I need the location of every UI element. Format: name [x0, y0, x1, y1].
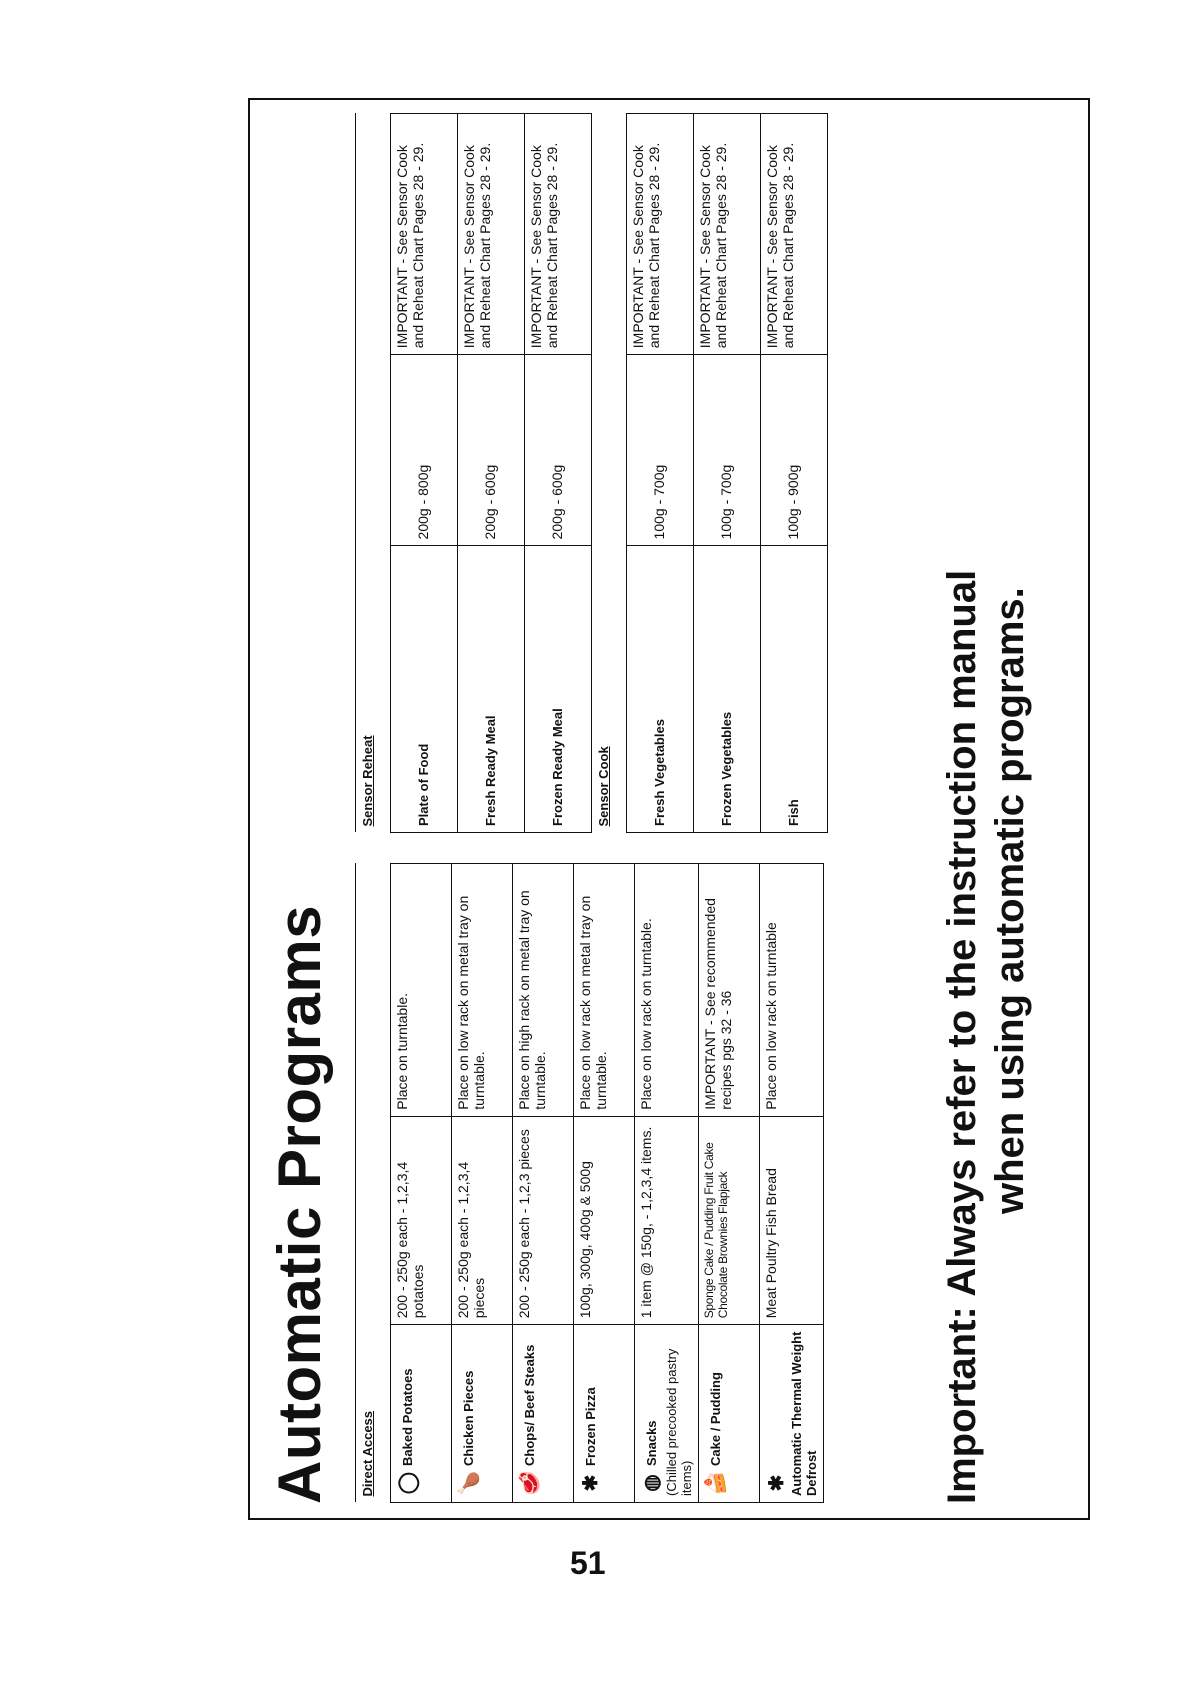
table-row	[627, 114, 694, 833]
program-amount: 1 item @ 150g, - 1,2,3,4 items.	[635, 1116, 699, 1325]
rotated-content	[250, 100, 1088, 1518]
direct-access-table	[355, 863, 824, 1503]
program-name: Frozen Pizza	[582, 1387, 598, 1466]
sensor-reheat-label: Sensor Reheat	[360, 735, 375, 827]
important-notice	[938, 570, 1034, 1504]
direct-access-header	[356, 864, 391, 1503]
table-row	[525, 114, 592, 833]
important-line-2: when using automatic programs.	[988, 587, 1032, 1214]
steak-icon: 🥩	[518, 1470, 541, 1496]
program-name: Snacks	[643, 1420, 659, 1466]
program-note: IMPORTANT - See recommended recipes pgs 32 - 36	[699, 864, 760, 1117]
table-row	[452, 864, 513, 1503]
page-number: 51	[570, 1545, 606, 1581]
program-amount: 100g - 700g	[627, 355, 694, 546]
program-name: Fresh Ready Meal	[458, 546, 525, 833]
sensor-cook-header	[592, 114, 627, 833]
program-note: IMPORTANT - See Sensor Cook and Reheat Chart Pages 28 - 29.	[627, 114, 694, 355]
cake-icon: 🍰	[704, 1470, 727, 1496]
pizza-icon: ✱	[579, 1474, 602, 1492]
program-note: IMPORTANT - See Sensor Cook and Reheat Chart Pages 28 - 29.	[458, 114, 525, 355]
program-name: Chops/ Beef Steaks	[521, 1344, 537, 1466]
page-frame	[248, 98, 1090, 1520]
table-row	[391, 114, 458, 833]
program-name: Fresh Vegetables	[627, 546, 694, 833]
important-line-1: Important: Always refer to the instruction manual	[940, 569, 984, 1504]
table-row	[574, 864, 635, 1503]
program-amount: 100g, 300g, 400g & 500g	[574, 1116, 635, 1325]
table-row	[760, 864, 824, 1503]
chicken-leg-icon: 🍗	[457, 1470, 480, 1496]
program-name: Automatic Thermal Weight Defrost	[789, 1331, 819, 1496]
sensor-cook-label: Sensor Cook	[596, 746, 611, 827]
program-note: IMPORTANT - See Sensor Cook and Reheat Chart Pages 28 - 29.	[761, 114, 828, 355]
program-name: Chicken Pieces	[460, 1370, 476, 1466]
program-subtitle: (Chilled precooked pastry items)	[664, 1348, 694, 1496]
table-row	[513, 864, 574, 1503]
program-note: Place on low rack on metal tray on turntable.	[452, 864, 513, 1117]
sensor-table	[355, 113, 828, 833]
program-name: Frozen Vegetables	[694, 546, 761, 833]
page-title: Automatic Programs	[266, 904, 333, 1504]
program-note: Place on turntable.	[391, 864, 452, 1117]
program-amount: 200g - 800g	[391, 355, 458, 546]
program-note: IMPORTANT - See Sensor Cook and Reheat Chart Pages 28 - 29.	[694, 114, 761, 355]
program-note: Place on low rack on turntable	[760, 864, 824, 1117]
program-note: IMPORTANT - See Sensor Cook and Reheat Chart Pages 28 - 29.	[525, 114, 592, 355]
program-amount: 100g - 700g	[694, 355, 761, 546]
program-amount: 100g - 900g	[761, 355, 828, 546]
program-name: Fish	[761, 546, 828, 833]
program-note: Place on low rack on metal tray on turntable.	[574, 864, 635, 1117]
program-amount: 200 - 250g each - 1,2,3,4 pieces	[452, 1116, 513, 1325]
table-row	[635, 864, 699, 1503]
program-name: Baked Potatoes	[399, 1368, 415, 1466]
thermal-defrost-icon: ✱	[765, 1474, 788, 1492]
table-row	[391, 864, 452, 1503]
table-row	[761, 114, 828, 833]
snack-icon: ◍	[640, 1474, 663, 1492]
program-note: Place on high rack on metal tray on turntable.	[513, 864, 574, 1117]
table-row	[694, 114, 761, 833]
program-amount: Sponge Cake / Pudding Fruit Cake Chocolate Brownies Flapjack	[699, 1116, 760, 1325]
program-amount: Meat Poultry Fish Bread	[760, 1116, 824, 1325]
table-row	[699, 864, 760, 1503]
direct-access-label: Direct Access	[360, 1410, 375, 1497]
program-amount: 200g - 600g	[525, 355, 592, 546]
table-row	[458, 114, 525, 833]
program-amount: 200 - 250g each - 1,2,3,4 potatoes	[391, 1116, 452, 1325]
potato-icon: ◯	[396, 1471, 419, 1495]
sensor-reheat-header	[356, 114, 391, 833]
program-name: Frozen Ready Meal	[525, 546, 592, 833]
program-name: Plate of Food	[391, 546, 458, 833]
program-name: Cake / Pudding	[707, 1372, 723, 1466]
program-note: Place on low rack on turntable.	[635, 864, 699, 1117]
program-amount: 200g - 600g	[458, 355, 525, 546]
program-amount: 200 - 250g each - 1,2,3 pieces	[513, 1116, 574, 1325]
program-note: IMPORTANT - See Sensor Cook and Reheat Chart Pages 28 - 29.	[391, 114, 458, 355]
